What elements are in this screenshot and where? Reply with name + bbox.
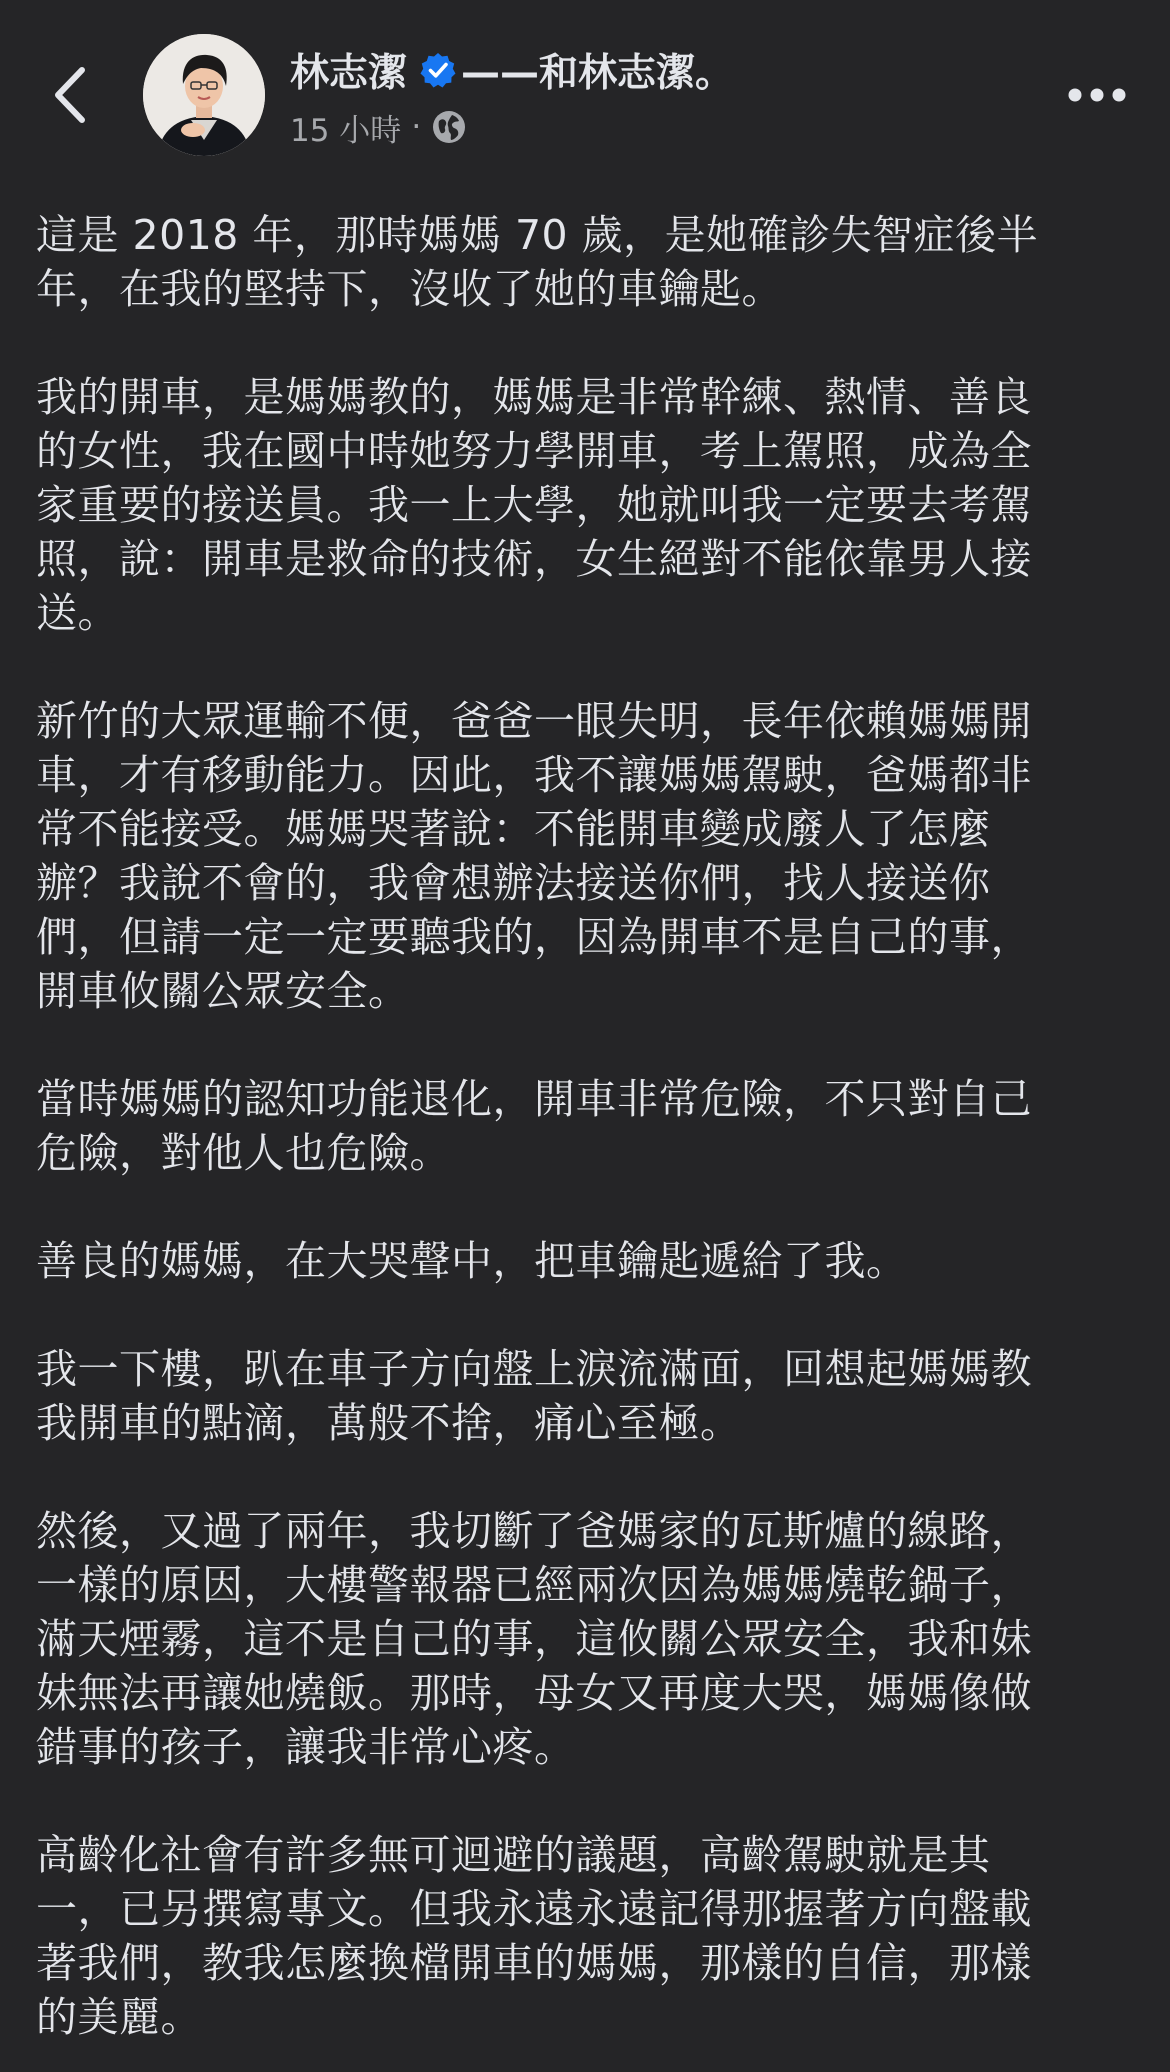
- post-text-line: 我一下樓，趴在車子方向盤上淚流滿面，回想起媽媽教: [36, 1345, 1032, 1393]
- post-text-line: 著我們，教我怎麼換檔開車的媽媽，那樣的自信，那樣: [36, 1939, 1032, 1987]
- verified-badge-icon: [419, 51, 457, 89]
- post-text-line: 這是 2018 年，那時媽媽 70 歲，是她確診失智症後半: [36, 211, 1039, 259]
- post-text-line: 一，已另撰寫專文。但我永遠永遠記得那握著方向盤載: [36, 1885, 1032, 1933]
- post-text-line: 危險，對他人也危險。: [36, 1129, 451, 1177]
- post-text-line: 開車攸關公眾安全。: [36, 967, 410, 1015]
- post-body: [36, 208, 1146, 2044]
- post-paragraph: [36, 694, 1146, 1018]
- post-text-line: 滿天煙霧，這不是自己的事，這攸關公眾安全，我和妹: [36, 1615, 1032, 1663]
- post-text-line: 我開車的點滴，萬般不捨，痛心至極。: [36, 1399, 742, 1447]
- author-name[interactable]: 林志潔: [290, 51, 408, 96]
- avatar-photo: [143, 34, 265, 156]
- back-button[interactable]: [40, 60, 100, 130]
- post-text-line: 然後，又過了兩年，我切斷了爸媽家的瓦斯爐的線路，: [36, 1507, 1032, 1555]
- post-paragraph: [36, 1072, 1146, 1180]
- post-text-line: 我的開車，是媽媽教的，媽媽是非常幹練、熱情、善良: [36, 373, 1032, 421]
- post-text-line: 善良的媽媽，在大哭聲中，把車鑰匙遞給了我。: [36, 1237, 908, 1285]
- post-paragraph: [36, 1342, 1146, 1450]
- meta-separator: ·: [411, 109, 422, 145]
- post-text-line: 的女性，我在國中時她努力學開車，考上駕照，成為全: [36, 427, 1032, 475]
- globe-icon[interactable]: [431, 109, 467, 145]
- post-text-line: 妹無法再讓她燒飯。那時，母女又再度大哭，媽媽像做: [36, 1669, 1032, 1717]
- post-text-line: 當時媽媽的認知功能退化，開車非常危險，不只對自己: [36, 1075, 1032, 1123]
- post-text-line: 一樣的原因，大樓警報器已經兩次因為媽媽燒乾鍋子，: [36, 1561, 1032, 1609]
- post-text-line: 車，才有移動能力。因此，我不讓媽媽駕駛，爸媽都非: [36, 751, 1032, 799]
- post-text-line: 錯事的孩子，讓我非常心疼。: [36, 1723, 576, 1771]
- post-text-line: 們，但請一定一定要聽我的，因為開車不是自己的事，: [36, 913, 1032, 961]
- post-text-line: 家重要的接送員。我一上大學，她就叫我一定要去考駕: [36, 481, 1032, 529]
- post-paragraph: [36, 1504, 1146, 1774]
- post-paragraph: [36, 1828, 1146, 2044]
- post-paragraph: [36, 1234, 1146, 1288]
- post-paragraph: [36, 208, 1146, 316]
- tagged-text: ——和林志潔。: [461, 51, 735, 96]
- chevron-left-icon: [50, 66, 90, 124]
- post-text-line: 辦？我說不會的，我會想辦法接送你們，找人接送你: [36, 859, 991, 907]
- post-paragraph: [36, 370, 1146, 640]
- more-options-button[interactable]: [1062, 70, 1132, 120]
- post-time[interactable]: 15 小時: [290, 112, 402, 149]
- post-text-line: 常不能接受。媽媽哭著說：不能開車變成廢人了怎麼: [36, 805, 991, 853]
- post-text-line: 年，在我的堅持下，沒收了她的車鑰匙。: [36, 265, 783, 313]
- post-text-line: 照，說：開車是救命的技術，女生絕對不能依靠男人接: [36, 535, 1032, 583]
- post-text-line: 高齡化社會有許多無可迴避的議題，高齡駕駛就是其: [36, 1831, 991, 1879]
- author-line: [290, 40, 734, 100]
- more-horizontal-icon: [1067, 87, 1127, 103]
- post-text-line: 新竹的大眾運輸不便，爸爸一眼失明，長年依賴媽媽開: [36, 697, 1032, 745]
- post-meta: [290, 104, 467, 150]
- post-text-line: 的美麗。: [36, 1993, 202, 2041]
- author-avatar[interactable]: [143, 34, 265, 156]
- post-header: [0, 0, 1170, 180]
- post-text-line: 送。: [36, 589, 119, 637]
